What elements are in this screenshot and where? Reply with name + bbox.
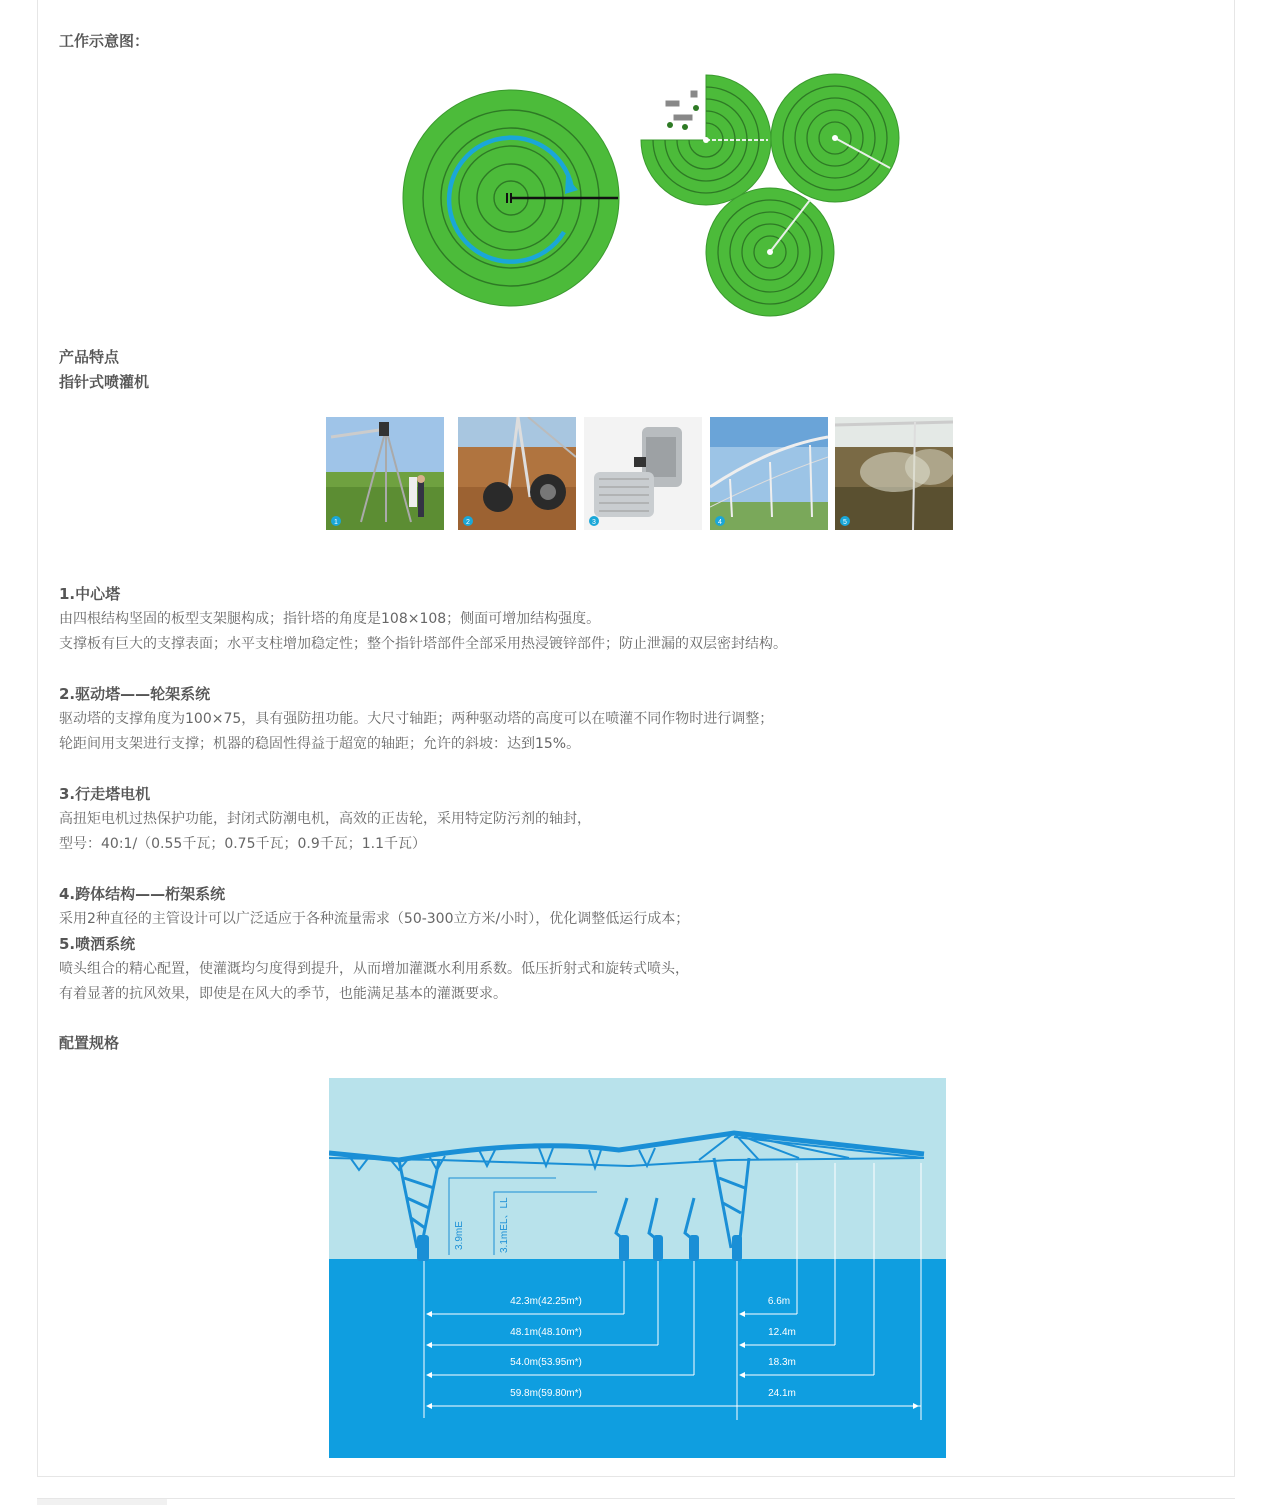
span-label: 48.1m(48.10m*): [510, 1327, 582, 1338]
height-label-el: 3.1mEL、LL: [499, 1197, 510, 1253]
photo-number: 5: [843, 519, 847, 526]
spec-diagram: [329, 1078, 946, 1458]
photo-number: 4: [718, 519, 722, 526]
section-center-tower-line: 由四根结构坚固的板型支架腿构成；指针塔的角度是108×108；侧面可增加结构强度。: [59, 611, 601, 627]
span-label: 59.8m(59.80m*): [510, 1388, 582, 1399]
spec-ground: [329, 1259, 946, 1458]
overhang-label: 18.3m: [768, 1357, 796, 1368]
section-sprinkler-line: 有着显著的抗风效果，即使是在风大的季节，也能满足基本的灌溉要求。: [59, 986, 507, 1002]
config-title: 配置规格: [59, 1034, 120, 1052]
section-motor-line: 高扭矩电机过热保护功能，封闭式防潮电机，高效的正齿轮，采用特定防污剂的轴封，: [59, 811, 591, 827]
span-label: 54.0m(53.95m*): [510, 1357, 582, 1368]
work-diagram-illustration: [400, 70, 910, 320]
section-drive-tower-line: 驱动塔的支撑角度为100×75，具有强防扭功能。大尺寸轴距；两种驱动塔的高度可以在喷灌不同作物时进行调整；: [59, 711, 774, 727]
work-diagram-title: 工作示意图：: [59, 32, 150, 50]
single-pivot-field: [403, 90, 619, 306]
photo-number: 2: [466, 519, 470, 526]
features-subtitle: 指针式喷灌机: [59, 373, 150, 391]
photo-drive-tower: [458, 417, 576, 530]
height-label-e: 3.9mE: [454, 1221, 465, 1250]
section-sprinkler-line: 喷头组合的精心配置，使灌溉均匀度得到提升，从而增加灌溉水利用系数。低压折射式和旋转式喷头，: [59, 961, 689, 977]
spec-sky: [329, 1078, 946, 1259]
span-label: 42.3m(42.25m*): [510, 1296, 582, 1307]
overhang-label: 12.4m: [768, 1327, 796, 1338]
section-drive-tower-title: 2.驱动塔——轮架系统: [59, 685, 211, 703]
photo-center-tower: [326, 417, 444, 530]
section-truss-line: 采用2种直径的主管设计可以广泛适应于各种流量需求（50-300立方米/小时），优化调整低运行成本；: [59, 911, 690, 927]
photo-motor: [584, 417, 702, 530]
section-center-tower-title: 1.中心塔: [59, 585, 121, 603]
photo-number: 1: [334, 519, 338, 526]
overhang-label: 6.6m: [767, 1296, 791, 1307]
section-truss-title: 4.跨体结构——桁架系统: [59, 885, 226, 903]
section-motor-line: 型号：40:1/（0.55千瓦；0.75千瓦；0.9千瓦；1.1千瓦）: [59, 836, 427, 852]
footer-tab: [37, 1499, 167, 1505]
photo-number: 3: [592, 519, 596, 526]
multi-pivot-fields: [641, 74, 899, 316]
section-sprinkler-title: 5.喷洒系统: [59, 935, 136, 953]
photo-sprinklers: [835, 417, 953, 530]
section-drive-tower-line: 轮距间用支架进行支撑；机器的稳固性得益于超宽的轴距；允许的斜坡：达到15%。: [59, 736, 581, 752]
section-motor-title: 3.行走塔电机: [59, 785, 151, 803]
photo-truss-span: [710, 417, 828, 530]
features-title: 产品特点: [59, 348, 120, 366]
overhang-label: 24.1m: [768, 1388, 796, 1399]
footer-divider: [37, 1498, 1235, 1499]
section-center-tower-line: 支撑板有巨大的支撑表面；水平支柱增加稳定性；整个指针塔部件全部采用热浸镀锌部件；防止泄漏的双层密封结构。: [59, 636, 787, 652]
